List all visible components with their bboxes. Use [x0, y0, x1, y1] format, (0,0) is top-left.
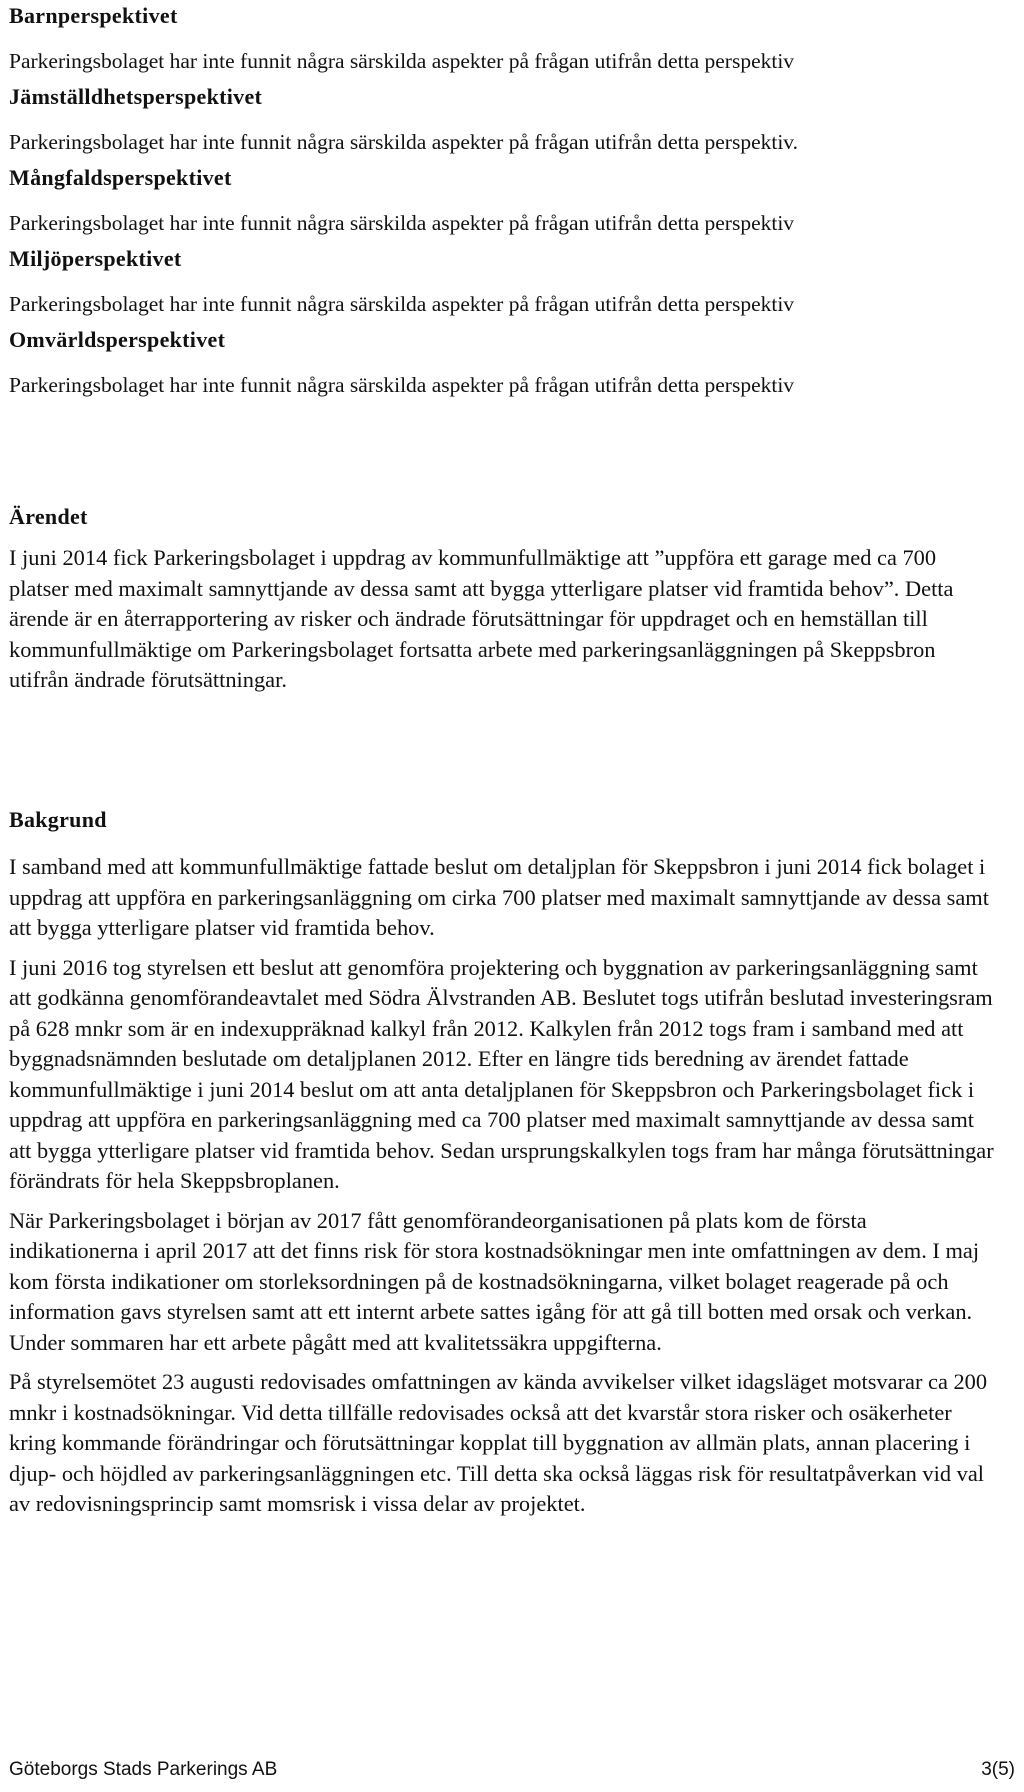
section-bakgrund: [9, 807, 999, 1520]
footer-company: Göteborgs Stads Parkerings AB: [9, 1759, 278, 1780]
section-arendet: [9, 504, 999, 696]
section-heading: Bakgrund: [9, 807, 107, 832]
perspective-omvarld: [9, 327, 794, 400]
perspective-heading: Jämställdhetsperspektivet: [9, 84, 263, 109]
perspective-text: Parkeringsbolaget har inte funnit några särskilda aspekter på frågan utifrån detta perspektiv: [9, 373, 795, 397]
section-paragraph: I juni 2016 tog styrelsen ett beslut att genomföra projektering och byggnation av parkeringsanläggning samt att godkänna genomförandeavtalet med Södra Älvstranden AB. Beslutet togs utifrån beslutad investeringsram på 628 mnkr som är en indexuppräknad kalkyl från 2012. Kalkylen från 2012 togs fram i samband med att byggnadsnämnden beslutade om detaljplanen 2012. Efter en längre tids beredning av ärendet fattade kommunfullmäktige i juni 2014 beslut om att anta detaljplanen för Skeppsbron och Parkeringsbolaget fick i uppdrag att uppföra en parkeringsanläggning med ca 700 platser med maximalt samnyttjande av dessa samt att bygga ytterligare platser vid framtida behov. Sedan ursprungskalkylen togs fram har många förutsättningar förändrats för hela Skeppsbroplanen.: [9, 954, 994, 1193]
perspective-heading: Miljöperspektivet: [9, 246, 182, 271]
section-paragraph: På styrelsemötet 23 augusti redovisades omfattningen av kända avvikelser vilket idagsläget motsvarar ca 200 mnkr i kostnadsökningar. Vid detta tillfälle redovisades också att det kvarstår stora risker och osäkerheter kring kommande förändringar och förutsättningar kopplat till byggnation av allmän plats, annan placering i djup- och höjdled av parkeringsanläggningen etc. Till detta ska också läggas risk för resultatpåverkan vid val av redovisningsprincip samt momsrisk i vissa delar av projektet.: [9, 1369, 988, 1516]
perspective-heading: Omvärldsperspektivet: [9, 327, 226, 352]
page-footer: [9, 1758, 1015, 1782]
perspective-miljo: [9, 246, 794, 319]
perspective-heading: Mångfaldsperspektivet: [9, 165, 232, 190]
section-heading: Ärendet: [9, 504, 88, 529]
section-paragraph: I samband med att kommunfullmäktige fattade beslut om detaljplan för Skeppsbron i juni 2014 fick bolaget i uppdrag att uppföra en parkeringsanläggning om cirka 700 platser med maximalt samnyttjande av dessa samt att bygga ytterligare platser vid framtida behov.: [9, 854, 989, 940]
section-paragraph: I juni 2014 fick Parkeringsbolaget i uppdrag av kommunfullmäktige att ”uppföra ett garage med ca 700 platser med maximalt samnyttjande av dessa samt att bygga ytterligare platser vid framtida behov”. Detta ärende är en återrapportering av risker och ändrade förutsättningar för uppdraget och en hemställan till kommunfullmäktige om Parkeringsbolaget fortsatta arbete med parkeringsanläggningen på Skeppsbron utifrån ändrade förutsättningar.: [9, 545, 954, 692]
section-paragraph: När Parkeringsbolaget i början av 2017 fått genomförandeorganisationen på plats kom de första indikationerna i april 2017 att det finns risk för stora kostnadsökningar men inte omfattningen av dem. I maj kom första indikationer om storleksordningen på de kostnadsökningarna, vilket bolaget reagerade på och information gavs styrelsen samt att ett internt arbete sattes igång för att gå till botten med orsak och verkan. Under sommaren har ett arbete pågått med att kvalitetssäkra uppgifterna.: [9, 1207, 980, 1355]
perspective-heading: Barnperspektivet: [9, 3, 178, 28]
perspective-mangfald: [9, 165, 794, 238]
perspective-text: Parkeringsbolaget har inte funnit några särskilda aspekter på frågan utifrån detta perspektiv: [9, 49, 795, 73]
footer-page-number: 3(5): [981, 1759, 1015, 1780]
perspective-text: Parkeringsbolaget har inte funnit några särskilda aspekter på frågan utifrån detta perspektiv: [9, 292, 795, 316]
perspective-barn: [9, 3, 794, 76]
perspective-text: Parkeringsbolaget har inte funnit några särskilda aspekter på frågan utifrån detta perspektiv: [9, 211, 795, 235]
perspective-text: Parkeringsbolaget har inte funnit några särskilda aspekter på frågan utifrån detta perspektiv.: [9, 130, 799, 154]
perspective-jamstalldhet: [9, 84, 798, 157]
